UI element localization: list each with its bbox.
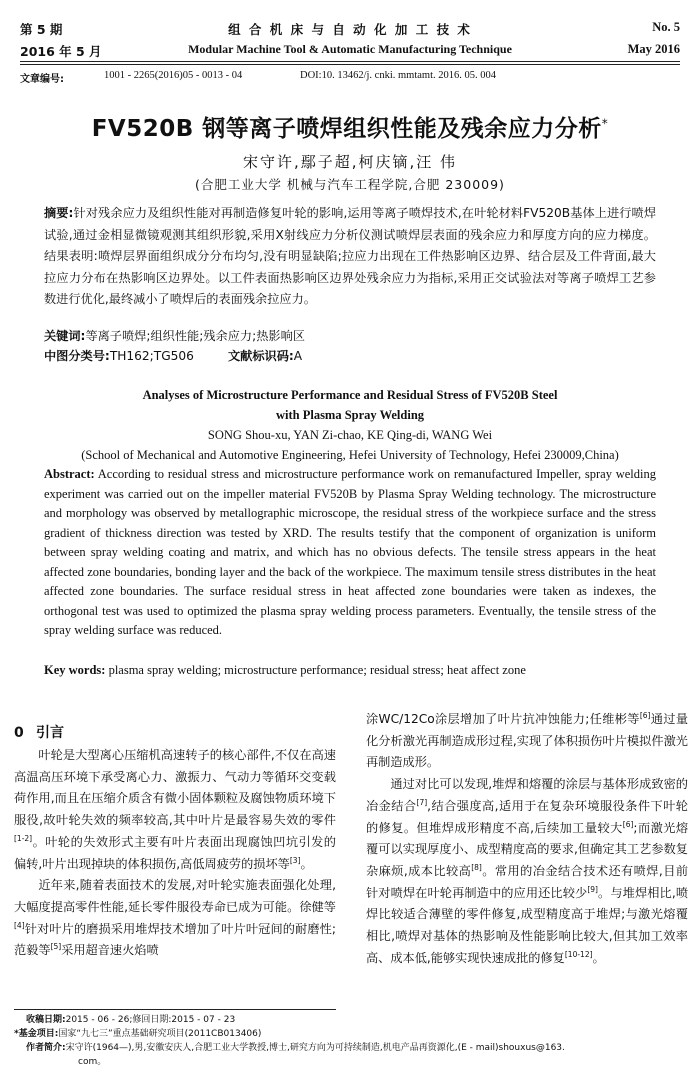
citation[interactable]: [6] [622,819,634,829]
issue-number-en: No. 5 [652,20,680,34]
footnotes [14,1013,680,1069]
section-title: 引言 [36,725,64,741]
abstract-cn [44,203,656,311]
citation[interactable]: [9] [587,884,598,894]
paper-title-cn [0,110,700,143]
citation[interactable]: [6] [639,710,651,720]
section-number: 0 [14,725,24,741]
abstract-cn-label: 摘要: [44,206,74,220]
affiliation-en: (School of Mechanical and Automotive Engineering, Hefei University of Technology, Hefei 230009,China) [81,448,619,462]
issue-number-cn: 第 5 期 [20,22,63,37]
keywords-en [44,663,656,678]
header-rule-thin [20,64,680,65]
issue-date-cn: 2016 年 5 月 [20,44,102,59]
authors-cn: 宋守许,鄢子超,柯庆镝,汪 伟 [242,153,458,171]
paper-title-text: FV520B 钢等离子喷焊组织性能及残余应力分析 [91,116,602,142]
keywords-cn-text: 等离子喷焊;组织性能;残余应力;热影响区 [85,329,305,343]
abstract-en-label: Abstract: [44,467,95,481]
citation[interactable]: [7] [416,797,428,807]
author-bio-cont: com。 [78,1057,107,1067]
journal-name-cn: 组 合 机 床 与 自 动 化 加 工 技 术 [228,22,472,37]
paper-title-en-line2: with Plasma Spray Welding [275,407,425,422]
title-footnote-mark: * [601,116,609,131]
issue-date-en: May 2016 [627,42,680,56]
body-column-right [366,709,688,969]
doc-code-label: 文献标识码: [227,349,294,363]
clc-value: TH162;TG506 [109,349,194,363]
classification-cn [44,347,644,364]
doi: DOI:10. 13462/j. cnki. mmtamt. 2016. 05. 004 [300,70,496,81]
paragraph: 涂WC/12Co涂层增加了叶片抗冲蚀能力;任维彬等[6]通过量化分析激光再制造成形过程,实现了体积损伤叶片模拟件激光再制造成形。 [366,710,689,770]
citation[interactable]: [1-2] [14,833,33,843]
doc-code-value: A [293,349,303,363]
citation[interactable]: [5] [50,942,62,952]
header-rule-thick [20,61,680,62]
keywords-en-text: plasma spray welding; microstructure performance; residual stress; heat affect zone [108,663,526,677]
article-number: 1001 - 2265(2016)05 - 0013 - 04 [104,70,243,81]
clc-label: 中图分类号: [44,349,110,363]
article-number-label: 文章编号: [20,74,64,85]
journal-header [0,0,700,66]
citation[interactable]: [4] [14,920,25,930]
journal-name-en: Modular Machine Tool & Automatic Manufacturing Technique [188,42,512,56]
paper-title-en-line1: Analyses of Microstructure Performance and Residual Stress of FV520B Steel [142,388,558,402]
citation[interactable]: [3] [289,855,301,865]
abstract-en [44,465,656,641]
keywords-cn-label: 关键词: [44,329,86,343]
article-meta [0,70,700,88]
footnote-rule [14,1009,336,1010]
author-bio: 作者简介:宋守许(1964—),男,安徽安庆人,合肥工业大学教授,博士,研究方向为可持续制造,机电产品再资源化,(E - mail)shouxus@163. [26,1043,565,1053]
citation[interactable]: [8] [471,862,482,872]
fund-info: *基金项目:国家“九七三”重点基础研究项目(2011CB013406) [14,1029,262,1039]
abstract-en-text: According to residual stress and microstructure performance work on remanufactured Impeller, spray welding experiment was carried out on the impeller material FV520B by Plasma Spray Welding technology. The microstructure and morphology was observed by metallographic microscope, the residual stress of the workpiece surface and the stress gradient of thickness direction was tested by XRD. The results testify that the component of organization is uniform between spray welding coating and matrix, and which has no obvious defects. The tensile stress appears in the heat affected zone boundaries, bonding layer and the back of the workpiece. The maximum tensile stress distributes in the heat affected zone boundaries. The surface residual stress in heat affected zone boundaries were taken as indexes, the orthogonal test was used to optimized the plasma spray welding process parameters. Eventually, the tensile stress of the spray welding surface was reduced. [44,467,656,637]
paragraph: 近年来,随着表面技术的发展,对叶轮实施表面强化处理,大幅度提高零件性能,延长零件服役寿命已成为可能。徐健等[4]针对叶片的磨损采用堆焊技术增加了叶片叶冠间的耐磨性;范毅等[5]采用超音速火焰喷 [14,878,336,958]
section-heading [14,722,64,742]
keywords-en-label: Key words: [44,663,106,677]
abstract-cn-text: 针对残余应力及组织性能对再制造修复叶轮的影响,运用等离子喷焊技术,在叶轮材料FV520B基体上进行喷焊试验,通过金相显微镜观测其组织形貌,采用X射线应力分析仪测试喷焊层表面的残余应力和厚度方向的应力梯度。结果表明:喷焊层界面组织成分分布均匀,没有明显缺陷;拉应力出现在工件热影响区边界、结合层及工件背面,最大拉应力分布在热影响区边界处。以工件表面热影响区边界处残余应力为指标,采用正交试验法对等离子喷焊工艺参数进行优化,最终减小了喷焊后的表面残余拉应力。 [44,206,657,306]
paragraph: 叶轮是大型离心压缩机高速转子的核心部件,不仅在高速高温高压环境下承受离心力、激振力、气动力等循环交变载荷作用,而且在压缩介质含有微小固体颗粒及腐蚀物质环境下服役,故叶轮失效的频率较高,其中叶片是最容易失效的零件[1-2]。叶轮的失效形式主要有叶片表面出现腐蚀凹坑引发的偏转,叶片出现掉块的体积损伤,高低周疲劳的损坏等[3]。 [14,748,336,871]
affiliation-cn: (合肥工业大学 机械与汽车工程学院,合肥 230009) [195,177,505,192]
citation[interactable]: [10-12] [564,949,593,959]
paper-title-en [0,386,700,425]
body-column-left [14,745,336,962]
authors-en: SONG Shou-xu, YAN Zi-chao, KE Qing-di, WANG Wei [207,428,493,442]
keywords-cn [44,327,305,344]
paragraph: 通过对比可以发现,堆焊和熔覆的涂层与基体形成致密的冶金结合[7],结合强度高,适用于在复杂环境服役条件下叶轮的修复。但堆焊成形精度不高,后续加工量较大[6];而激光熔覆可以实现厚度小、成型精度高的要求,但确定其工艺参数复杂麻烦,成本比较高[8]。常用的冶金结合技术还有喷焊,目前针对喷焊在叶轮再制造中的应用还比较少[9]。与堆焊相比,喷焊比较适合薄壁的零件修复,成型精度高于堆焊;与激光熔覆相比,喷焊对基体的热影响及性能影响比较大,但其加工效率高、成本低,能够实现快速成批的修复[10-12]。 [366,777,689,965]
received-date: 收稿日期:2015 - 06 - 26;修回日期:2015 - 07 - 23 [26,1015,236,1025]
